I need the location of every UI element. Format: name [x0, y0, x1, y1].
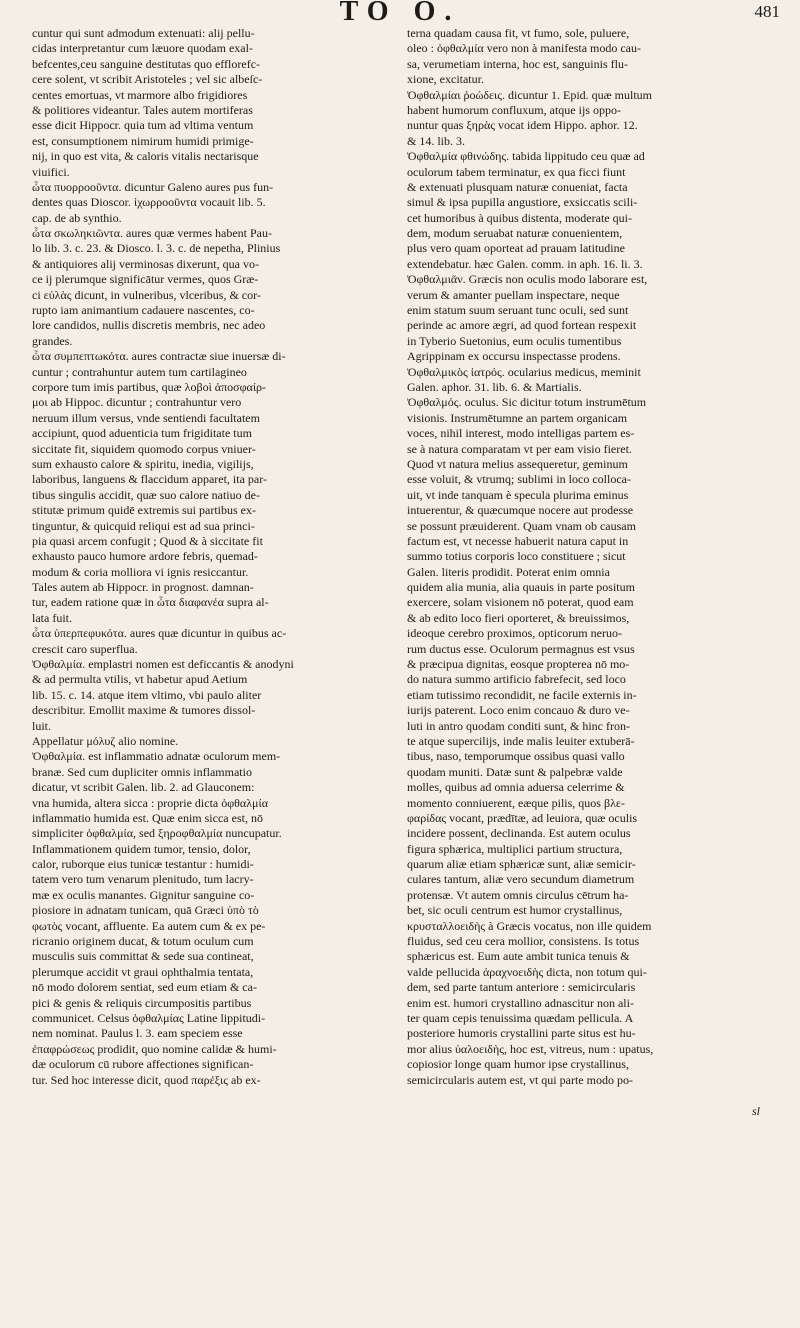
- text-line: stitutæ primum quidē extremis sui partibus ex-: [32, 503, 256, 518]
- text-line: tur, eadem ratione quæ in ὦτα διαφανέα supra al-: [32, 595, 269, 610]
- text-line: dem, sed parte tantum anteriore : semicircularis: [407, 980, 636, 995]
- text-line: communicet. Celsus ὀφθαλμίας Latine lippitudi-: [32, 1011, 266, 1025]
- text-line: centes emortuas, vt marmore albo frigidiores: [32, 87, 248, 102]
- text-line: copiosior longe quam humor ipse crystallinus,: [407, 1057, 629, 1072]
- text-line: fluidus, sed ceu cera mollior, consistens. Is totus: [407, 934, 640, 949]
- text-line: Ὀφθαλμικὸς ἰατρός. ocularius medicus, meminit: [407, 364, 641, 379]
- text-line: Ὀφθαλμία φθινώδης. tabida lippitudo ceu quæ ad: [407, 149, 645, 164]
- text-line: uit, vt inde tanquam è specula plurima eminus: [407, 487, 629, 502]
- text-line: perinde ac amore ægri, ad quod fortean respexit: [407, 318, 637, 333]
- text-line: neruum illum versus, vnde sentiendi facultatem: [32, 410, 260, 425]
- text-line: viuifici.: [32, 164, 70, 179]
- text-line: Quod vt natura melius assequeretur, geminum: [407, 456, 628, 471]
- text-line: nō modo dolorem sentiat, sed eum etiam & ca-: [32, 980, 257, 995]
- text-line: & 14. lib. 3.: [407, 133, 466, 148]
- text-line: sa, verumetiam interna, hoc est, sanguinis flu-: [407, 56, 628, 71]
- text-line: siccitate fit, siquidem quomodo corpus vniuer-: [32, 441, 256, 456]
- text-line: do natura summo artificio fabrefecit, sed loco: [407, 672, 626, 687]
- text-line: Tales autem ab Hippocr. in prognost. damnan-: [32, 580, 254, 595]
- text-line: luti in antro quodam conditi sunt, & hinc fron-: [407, 718, 630, 733]
- text-line: dem, modum seruabat naturæ conuenientem,: [407, 226, 623, 241]
- text-line: culares tantum, aliæ vero secundum diametrum: [407, 872, 635, 887]
- text-line: ἐπαφρώσεως prodidit, quo nomine calidæ & humi-: [32, 1041, 277, 1056]
- text-line: piosiore in adnatam tunicam, quā Græci ὑπὸ τὸ: [32, 903, 259, 918]
- text-line: & politiores videantur. Tales autem mortiferas: [32, 102, 253, 117]
- text-line: protensæ. Vt autem omnis circulus cētrum ha-: [407, 887, 629, 902]
- text-line: lib. 15. c. 14. atque item vltimo, vbi paulo aliter: [32, 687, 262, 702]
- text-line: terna quadam causa fit, vt fumo, sole, puluere,: [407, 26, 630, 40]
- text-line: ricranio originem ducat, & totum oculum cum: [32, 934, 254, 949]
- text-line: te atque supercilijs, inde malis leuiter extuberā-: [407, 733, 635, 748]
- text-line: se possunt præuiderent. Quam vnam ob causam: [407, 518, 636, 533]
- text-line: lo lib. 3. c. 23. & Diosco. l. 3. c. de nepetha, Plinius: [32, 241, 281, 256]
- running-title: TO O.: [339, 0, 461, 27]
- text-line: ideoque cerebro proximos, opticorum neruo-: [407, 626, 622, 641]
- text-line: Galen. literis prodidit. Poterat enim omnia: [407, 564, 610, 579]
- text-line: quodam muniti. Datæ sunt & palpebræ valde: [407, 764, 623, 779]
- text-line: tinguntur, & quicquid reliqui est ad sua princi-: [32, 518, 255, 533]
- text-line: esse voluit, & vtrumq; sublimi in loco colloca-: [407, 472, 631, 487]
- text-line: & ab edito loco fieri oporteret, & breuissimos,: [407, 610, 630, 625]
- text-line: crescit caro superflua.: [32, 641, 138, 656]
- text-line: μοι ab Hippoc. dicuntur ; contrahuntur vero: [32, 395, 242, 410]
- text-line: voces, nihil interest, modo intelligas partem es-: [407, 426, 635, 441]
- text-line: quarum aliæ etiam sphæricæ sunt, aliæ semicir-: [407, 857, 636, 872]
- running-head: [0, 0, 800, 26]
- text-line: Galen. aphor. 31. lib. 6. & Martialis.: [407, 379, 582, 394]
- text-line: cidas interpretantur cum læuore quodam exal-: [32, 41, 253, 56]
- text-line: befcentes,ceu sanguine destitutas quo efflorefc-: [32, 56, 261, 71]
- text-line: valde pellucida ἀραχνοειδὴς dicta, non totum qui-: [407, 964, 647, 979]
- text-line: ter quam cepis tenuissima quædam pellicula. A: [407, 1011, 634, 1025]
- text-line: Appellatur μόλυζ alio nomine.: [32, 733, 179, 748]
- text-line: rupto iam animantium cadauere nascentes, co-: [32, 303, 255, 318]
- text-line: Ὀφθαλμία. emplastri nomen est deficcantis & anodyni: [32, 657, 294, 672]
- text-line: branæ. Sed cum dupliciter omnis inflammatio: [32, 764, 252, 779]
- text-line: & extenuati plusquam naturæ conueniat, facta: [407, 179, 628, 194]
- text-line: intuerentur, & quæcumque nocere aut prodesse: [407, 503, 634, 518]
- text-line: tatem vero tum venarum plenitudo, tum lacry-: [32, 872, 254, 887]
- text-line: lata fuit.: [32, 610, 72, 625]
- text-line: dentes quas Dioscor. ἰχωρροοῦντα vocauit lib. 5.: [32, 195, 266, 210]
- text-line: ὦτα συμπεπτωκότα. aures contractæ siue inuersæ di-: [32, 349, 286, 364]
- text-line: modum & coria molliora vi ignis resiccantur.: [32, 564, 249, 579]
- text-line: in Tyberio Suetonius, eum oculis tumentibus: [407, 333, 622, 348]
- text-line: sum exhausto calore & spiritu, inedia, vigilijs,: [32, 456, 254, 471]
- text-line: & ad permulta vtilis, vt habetur apud Aetium: [32, 672, 248, 687]
- left-column: [32, 26, 397, 1088]
- text-line: factum est, vt necesse habuerit natura caput in: [407, 533, 629, 548]
- text-line: φαρίδας vocant, prædītæ, ad leuiora, quæ oculis: [407, 810, 638, 825]
- text-line: dicatur, vt scribit Galen. lib. 2. ad Glauconem:: [32, 780, 255, 795]
- text-line: nem nominat. Paulus l. 3. eam speciem esse: [32, 1026, 243, 1041]
- text-line: enim statum suum seruant tunc oculi, sed sunt: [407, 303, 629, 318]
- text-line: cuntur qui sunt admodum extenuati: alij pellu-: [32, 26, 255, 40]
- text-line: incidere possent, declinanda. Est autem oculus: [407, 826, 631, 841]
- text-line: summo totius corporis loco constituere ; sicut: [407, 549, 626, 564]
- text-line: & præcipua dignitas, eosque propterea nō mo-: [407, 657, 630, 672]
- text-line: simul & ipsa pupilla angustiore, exsiccatis scili-: [407, 195, 638, 210]
- text-line: quidem alia munia, alia quauis in parte positum: [407, 580, 635, 595]
- text-line: est, consumptionem nimirum humidi primige-: [32, 133, 254, 148]
- text-line: molles, quibus ad omnia aduersa celerrime &: [407, 780, 625, 795]
- text-line: plus vero quam oporteat ad prauam latitudine: [407, 241, 625, 256]
- text-line: etiam tutissimo recondidit, ne facile externis in-: [407, 687, 637, 702]
- text-line: bet, sic oculi centrum est humor crystallinus,: [407, 903, 623, 918]
- text-line: exhausto pauco humore ardore febris, quemad-: [32, 549, 258, 564]
- catchword: sl: [752, 1104, 761, 1118]
- text-line: grandes.: [32, 333, 73, 348]
- text-line: ὦτα ὑπερπεφυκότα. aures quæ dicuntur in quibus ac-: [32, 626, 287, 641]
- text-line: laboribus, languens & flaccidum apparet, ita par-: [32, 472, 268, 487]
- text-line: nij, in quo est vita, & caloris vitalis nectarisque: [32, 149, 259, 164]
- text-line: inflammatio humida est. Quæ enim sicca est, nō: [32, 810, 263, 825]
- page-number: 481: [754, 2, 780, 21]
- text-line: oculorum tabem terminatur, ex qua ficci fiunt: [407, 164, 626, 179]
- text-line: tibus, naso, temporumque ossibus quasi vallo: [407, 749, 625, 764]
- text-line: ὦτα σκωληκιῶντα. aures quæ vermes habent Pau-: [32, 226, 272, 241]
- text-line: cet humoribus à quibus distenta, moderate qui-: [407, 210, 632, 225]
- text-line: pici & genis & reliquis circumpositis partibus: [32, 995, 252, 1010]
- text-line: figura sphærica, multiplici partium structura,: [407, 841, 623, 856]
- text-line: sphæricus est. Eum aute ambit tunica tenuis &: [407, 949, 630, 964]
- text-line: vna humida, altera sicca : proprie dicta ὀφθαλμία: [32, 795, 268, 810]
- text-line: ὦτα πυορροοῦντα. dicuntur Galeno aures pus fun-: [32, 179, 274, 194]
- text-line: ce ij plerumque significātur vermes, quos Græ-: [32, 272, 259, 287]
- text-line: mor alius ὑαλοειδὴς, hoc est, vitreus, num : upatus,: [407, 1041, 654, 1056]
- text-line: luit.: [32, 718, 52, 733]
- text-line: simpliciter ὀφθαλμία, sed ξηροφθαλμία nuncupatur.: [32, 826, 282, 841]
- text-line: esse dicit Hippocr. quia tum ad vltima ventum: [32, 118, 254, 133]
- text-line: xione, excitatur.: [407, 72, 484, 87]
- text-line: tur. Sed hoc interesse dicit, quod παρέξις ab ex-: [32, 1072, 261, 1087]
- text-line: & antiquiores alij verminosas dixerunt, qua vo-: [32, 256, 259, 271]
- text-line: accipiunt, quod aduenticia tum frigiditate tum: [32, 426, 252, 441]
- text-line: se à natura comparatam vt per eam visio fieret.: [407, 441, 632, 456]
- text-line: Ὀφθαλμός. oculus. Sic dicitur totum instrumētum: [407, 395, 647, 410]
- text-line: lore candidos, nullis discretis membris, nec adeo: [32, 318, 266, 333]
- text-line: calor, ruborque eius tunicæ testantur : humidi-: [32, 857, 254, 872]
- text-line: plerumque accidit vt graui ophthalmia tentata,: [32, 964, 254, 979]
- text-line: iurijs paterent. Loco enim concauo & duro ve-: [407, 703, 630, 718]
- text-line: posteriore humoris crystallini parte situs est hu-: [407, 1026, 636, 1041]
- text-line: Inflammationem quidem tumor, tensio, dolor,: [32, 841, 251, 856]
- text-line: musculis suis committat & sede sua contineat,: [32, 949, 254, 964]
- text-line: pia quasi arcem confugit ; Quod & à siccitate fit: [32, 533, 263, 548]
- text-line: habent humorum confluxum, atque ijs oppo-: [407, 102, 621, 117]
- text-line: cap. de ab synthio.: [32, 210, 122, 225]
- text-line: visionis. Instrumētumne an partem organicam: [407, 410, 628, 425]
- text-line: κρυσταλλοειδὴς à Græcis vocatus, non ille quidem: [407, 918, 652, 933]
- text-line: tibus singulis accidit, quæ suo calore natiuo de-: [32, 487, 260, 502]
- text-line: describitur. Emollit maxime & tumores dissol-: [32, 703, 256, 718]
- text-line: ci εὐλὰς dicunt, in vulneribus, vlceribus, & cor-: [32, 287, 261, 302]
- text-line: Ὀφθαλμία. est inflammatio adnatæ oculorum mem-: [32, 749, 281, 764]
- text-line: φωτὸς vocant, affluente. Ea autem cum & ex pe-: [32, 918, 266, 933]
- text-line: cere solent, vt scribit Aristoteles ; vel sic albeſc-: [32, 72, 263, 87]
- text-line: extendebatur. hæc Galen. comm. in aph. 16. li. 3.: [407, 256, 643, 271]
- text-line: dæ oculorum cū rubore affectiones significan-: [32, 1057, 254, 1072]
- text-line: nuntur quas ξηρὰς vocat idem Hippo. aphor. 12.: [407, 118, 638, 133]
- text-line: verum & amanter puellam inspectare, neque: [407, 287, 620, 302]
- text-line: oleo : ὀφθαλμία vero non à manifesta modo cau-: [407, 41, 641, 56]
- right-column: [407, 26, 767, 1088]
- text-line: cuntur ; contrahuntur autem tum cartilagineo: [32, 364, 247, 379]
- text-line: momento conniuerent, eæque pilis, quos βλε-: [407, 795, 625, 810]
- text-line: enim est. humori crystallino adnascitur non ali-: [407, 995, 634, 1010]
- text-line: corpore tum imis partibus, quæ λοβοὶ ἀποσφαίρ-: [32, 379, 267, 394]
- text-line: semicircularis autem est, vt qui parte modo po-: [407, 1072, 633, 1087]
- text-line: Agrippinam ex occursu inspectasse prodens.: [407, 349, 621, 364]
- text-line: exercere, solam visionem nō poterat, quod eam: [407, 595, 634, 610]
- text-line: Ὀφθαλμίαι ῥοώδεις. dicuntur 1. Epid. quæ multum: [407, 87, 653, 102]
- text-line: mæ ex oculis manantes. Gignitur sanguine co-: [32, 887, 255, 902]
- text-line: rum ductus esse. Oculorum permagnus est vsus: [407, 641, 635, 656]
- text-line: Ὀφθαλμιᾶν. Græcis non oculis modo laborare est,: [407, 272, 648, 287]
